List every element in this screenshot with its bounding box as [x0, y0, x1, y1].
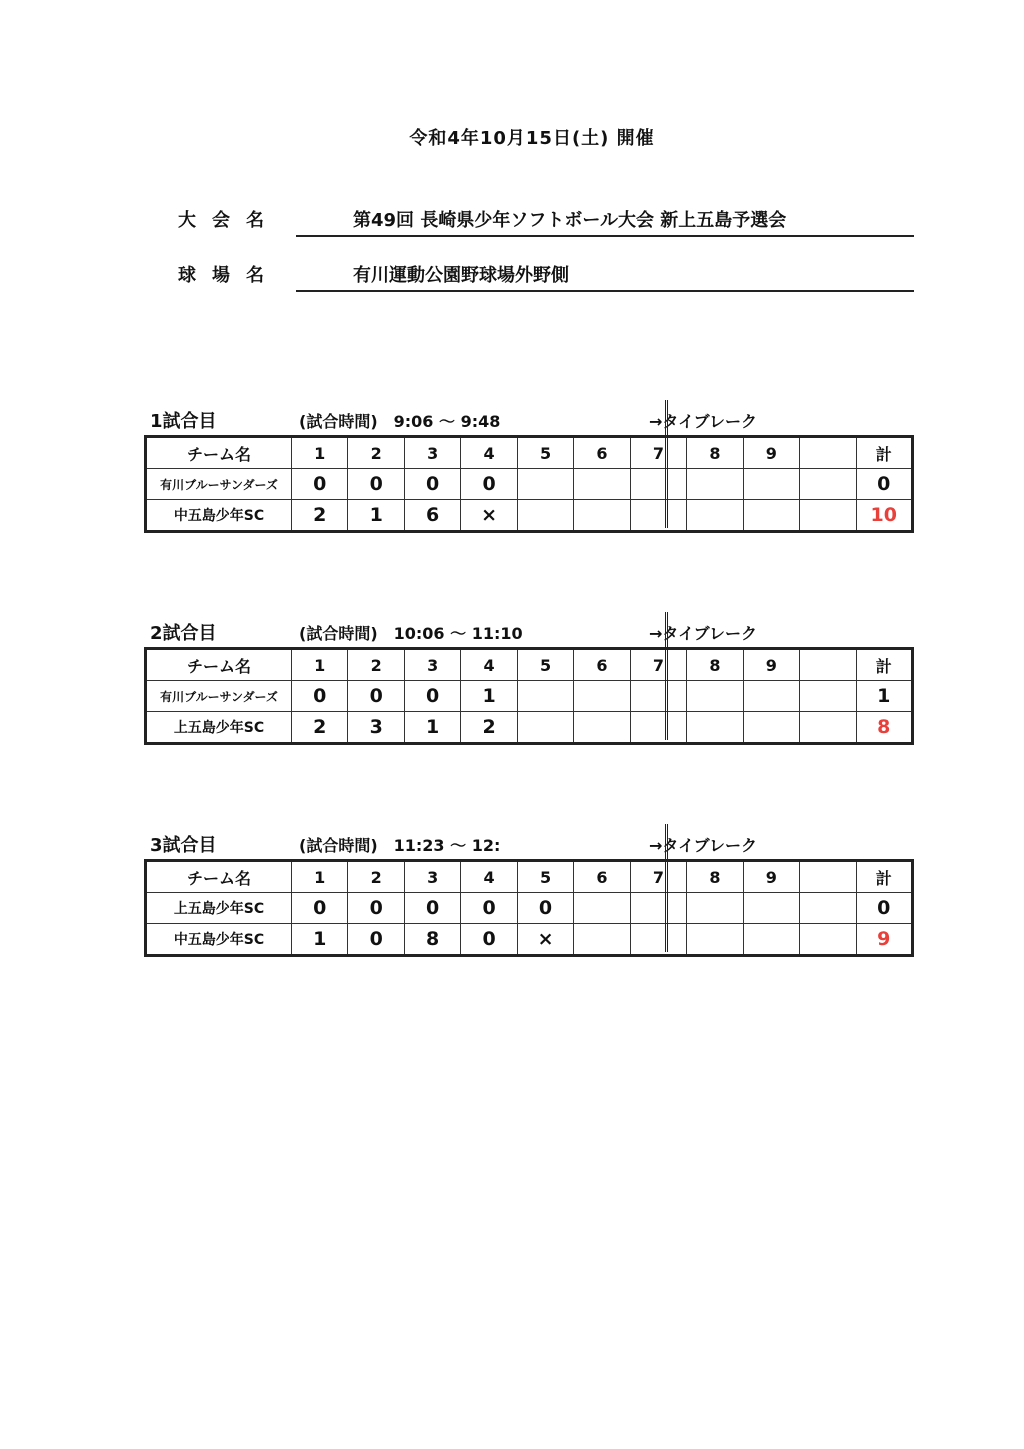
inning-score: 0 — [292, 893, 348, 924]
column-header: 4 — [461, 861, 517, 893]
column-header: 8 — [687, 649, 743, 681]
tiebreak-label: →タイブレーク — [649, 412, 757, 431]
total-score: 8 — [856, 712, 912, 744]
team-name: 有川ブルーサンダーズ — [146, 469, 292, 500]
header-row — [146, 649, 913, 681]
inning-score: × — [517, 924, 573, 956]
inning-score: 1 — [348, 500, 404, 532]
tournament-row — [178, 206, 914, 250]
inning-score — [743, 893, 799, 924]
column-header: 3 — [404, 437, 460, 469]
inning-score — [743, 712, 799, 744]
column-header: 計 — [856, 861, 912, 893]
game-header — [144, 408, 914, 435]
column-header: 8 — [687, 437, 743, 469]
inning-score — [800, 469, 856, 500]
inning-score: 0 — [461, 924, 517, 956]
column-header: チーム名 — [146, 649, 292, 681]
inning-score — [743, 681, 799, 712]
inning-score: 0 — [348, 893, 404, 924]
column-header: 5 — [517, 437, 573, 469]
column-header: 4 — [461, 437, 517, 469]
column-header: 1 — [292, 437, 348, 469]
column-header: チーム名 — [146, 861, 292, 893]
inning-score — [800, 500, 856, 532]
inning-score — [687, 712, 743, 744]
game-title: 1試合目 — [150, 411, 217, 432]
column-header: 計 — [856, 437, 912, 469]
event-date: 令和4年10月15日(土) 開催 — [409, 128, 655, 149]
game-time: (試合時間) 11:23 ～ 12: — [299, 836, 501, 855]
tournament-name: 第49回 長崎県少年ソフトボール大会 新上五島予選会 — [353, 210, 787, 231]
inning-score — [630, 469, 686, 500]
game-time: (試合時間) 10:06 ～ 11:10 — [299, 624, 523, 643]
tiebreak-label: →タイブレーク — [649, 624, 757, 643]
inning-score: 0 — [461, 893, 517, 924]
inning-score: 1 — [292, 924, 348, 956]
inning-score: 6 — [404, 500, 460, 532]
column-header — [800, 437, 856, 469]
game-1 — [144, 408, 914, 533]
inning-score: 0 — [404, 893, 460, 924]
column-header: 4 — [461, 649, 517, 681]
tiebreak-divider — [665, 824, 668, 952]
team-name: 上五島少年SC — [146, 893, 292, 924]
column-header: 2 — [348, 649, 404, 681]
inning-score — [574, 893, 630, 924]
inning-score — [687, 924, 743, 956]
venue-row — [178, 261, 914, 305]
column-header: 9 — [743, 437, 799, 469]
inning-score: × — [461, 500, 517, 532]
team-name: 上五島少年SC — [146, 712, 292, 744]
inning-score — [800, 893, 856, 924]
inning-score — [574, 500, 630, 532]
inning-score — [574, 924, 630, 956]
header-row — [146, 437, 913, 469]
inning-score: 0 — [348, 681, 404, 712]
inning-score — [800, 712, 856, 744]
game-time: (試合時間) 9:06 ～ 9:48 — [299, 412, 501, 431]
inning-score — [800, 681, 856, 712]
venue-underline — [296, 290, 914, 292]
tiebreak-divider — [665, 400, 668, 528]
column-header — [800, 861, 856, 893]
column-header: 3 — [404, 649, 460, 681]
inning-score: 3 — [348, 712, 404, 744]
tiebreak-label: →タイブレーク — [649, 836, 757, 855]
inning-score — [574, 469, 630, 500]
inning-score — [800, 924, 856, 956]
column-header: 6 — [574, 649, 630, 681]
game-title: 2試合目 — [150, 623, 217, 644]
total-score: 10 — [856, 500, 912, 532]
inning-score: 0 — [461, 469, 517, 500]
inning-score: 0 — [292, 681, 348, 712]
team-name: 中五島少年SC — [146, 924, 292, 956]
column-header: 5 — [517, 649, 573, 681]
total-score: 0 — [856, 469, 912, 500]
total-score: 9 — [856, 924, 912, 956]
inning-score: 2 — [292, 500, 348, 532]
team-name: 有川ブルーサンダーズ — [146, 681, 292, 712]
inning-score: 0 — [517, 893, 573, 924]
inning-score: 0 — [404, 681, 460, 712]
score-table — [144, 859, 914, 957]
inning-score — [743, 500, 799, 532]
game-header — [144, 832, 914, 859]
column-header: 7 — [630, 437, 686, 469]
column-header: 8 — [687, 861, 743, 893]
column-header: 3 — [404, 861, 460, 893]
tournament-underline — [296, 235, 914, 237]
column-header: 計 — [856, 649, 912, 681]
team-row — [146, 681, 913, 712]
column-header — [800, 649, 856, 681]
tiebreak-divider — [665, 612, 668, 740]
column-header: 9 — [743, 649, 799, 681]
team-row — [146, 893, 913, 924]
inning-score — [687, 893, 743, 924]
column-header: 9 — [743, 861, 799, 893]
venue-name: 有川運動公園野球場外野側 — [353, 265, 569, 286]
team-row — [146, 924, 913, 956]
inning-score — [630, 924, 686, 956]
total-score: 1 — [856, 681, 912, 712]
team-name: 中五島少年SC — [146, 500, 292, 532]
game-3 — [144, 832, 914, 957]
inning-score: 8 — [404, 924, 460, 956]
inning-score — [743, 469, 799, 500]
inning-score — [574, 712, 630, 744]
column-header: 7 — [630, 649, 686, 681]
game-title: 3試合目 — [150, 835, 217, 856]
game-header — [144, 620, 914, 647]
score-table — [144, 435, 914, 533]
inning-score — [630, 712, 686, 744]
column-header: 6 — [574, 437, 630, 469]
inning-score — [517, 681, 573, 712]
column-header: 7 — [630, 861, 686, 893]
inning-score — [743, 924, 799, 956]
inning-score: 0 — [292, 469, 348, 500]
column-header: 2 — [348, 861, 404, 893]
venue-label: 球場名 — [178, 265, 280, 286]
inning-score: 1 — [461, 681, 517, 712]
game-2 — [144, 620, 914, 745]
inning-score — [517, 500, 573, 532]
inning-score: 1 — [404, 712, 460, 744]
score-table — [144, 647, 914, 745]
column-header: 1 — [292, 649, 348, 681]
inning-score: 0 — [404, 469, 460, 500]
inning-score — [630, 500, 686, 532]
inning-score — [630, 681, 686, 712]
column-header: 6 — [574, 861, 630, 893]
inning-score — [574, 681, 630, 712]
team-row — [146, 712, 913, 744]
team-row — [146, 500, 913, 532]
inning-score — [687, 500, 743, 532]
inning-score: 2 — [292, 712, 348, 744]
column-header: チーム名 — [146, 437, 292, 469]
column-header: 1 — [292, 861, 348, 893]
column-header: 2 — [348, 437, 404, 469]
header-row — [146, 861, 913, 893]
inning-score — [517, 712, 573, 744]
team-row — [146, 469, 913, 500]
inning-score — [630, 893, 686, 924]
inning-score: 2 — [461, 712, 517, 744]
column-header: 5 — [517, 861, 573, 893]
tournament-label: 大会名 — [178, 210, 280, 231]
inning-score — [517, 469, 573, 500]
inning-score — [687, 681, 743, 712]
inning-score — [687, 469, 743, 500]
total-score: 0 — [856, 893, 912, 924]
inning-score: 0 — [348, 924, 404, 956]
inning-score: 0 — [348, 469, 404, 500]
